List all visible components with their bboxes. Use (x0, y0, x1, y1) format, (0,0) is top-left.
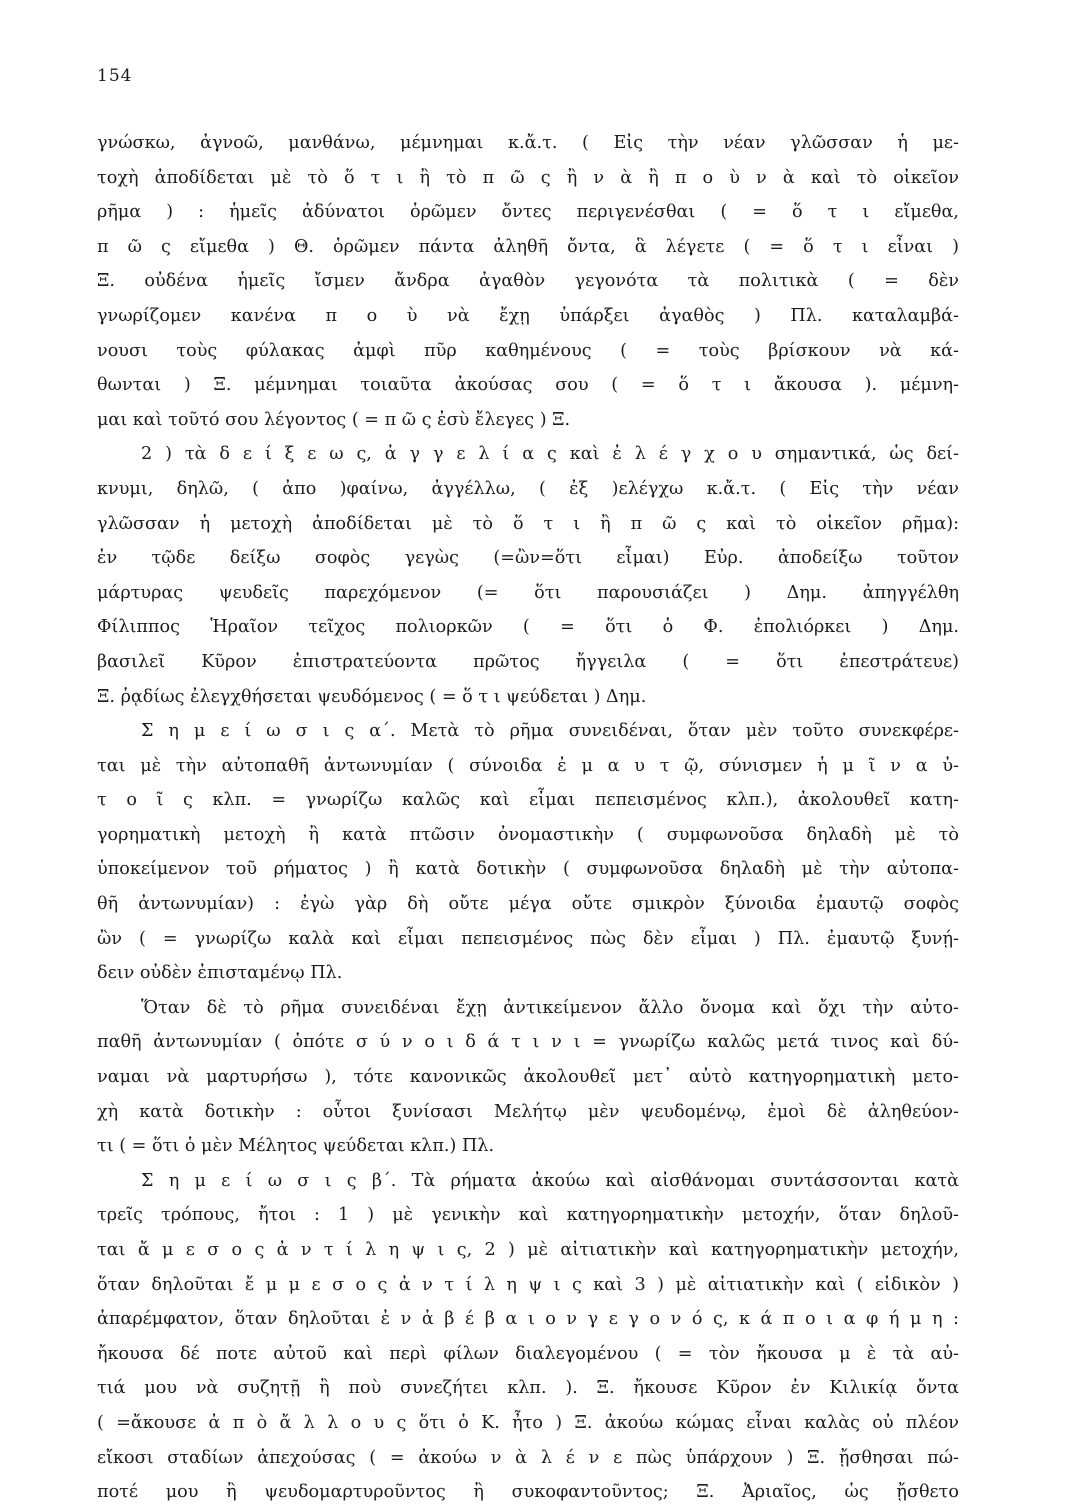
text-line: ( =ἄκουσε ἀ π ὸ ἄ λ λ ο υ ς ὅτι ὁ Κ. ἦτο ) Ξ. ἀκούω κώμας εἶναι καλὰς οὐ πλέον (97, 1412, 959, 1433)
text-line: π ῶ ς εἴμεθα ) Θ. ὁρῶμεν πάντα ἀληθῆ ὄντα, ἃ λέγετε ( = ὅ τ ι εἶναι ) (97, 236, 959, 257)
text-line: ἤκουσα δέ ποτε αὐτοῦ καὶ περὶ φίλων διαλεγομένου ( = τὸν ἤκουσα μ ὲ τὰ αὐ- (97, 1343, 959, 1364)
text-line: 2 ) τὰ δ ε ί ξ ε ω ς, ἀ γ γ ε λ ί α ς καὶ ἐ λ έ γ χ ο υ σημαντικά, ὡς δεί- (141, 444, 959, 465)
text-line: τοχὴ ἀποδίδεται μὲ τὸ ὅ τ ι ἢ τὸ π ῶ ς ἢ ν ὰ ἢ π ο ὺ ν ὰ καὶ τὸ οἰκεῖον (97, 167, 959, 188)
text-line: θῆ ἀντωνυμίαν) : ἐγὼ γὰρ δὴ οὔτε μέγα οὔτε σμικρὸν ξύνοιδα ἐμαυτῷ σοφὸς (97, 894, 959, 915)
body-text (97, 126, 959, 1510)
text-line: Σ η μ ε ί ω σ ι ς β΄. Τὰ ρήματα ἀκούω καὶ αἰσθάνομαι συντάσσονται κατὰ (141, 1170, 959, 1191)
text-line: Ξ. ῥᾳδίως ἐλεγχθήσεται ψευδόμενος ( = ὅ τ ι ψεύδεται ) Δημ. (97, 686, 647, 707)
text-line: ἐν τῷδε δείξω σοφὸς γεγὼς (=ὢν=ὅτι εἶμαι) Εὐρ. ἀποδείξω τοῦτον (97, 548, 959, 569)
text-line: νουσι τοὺς φύλακας ἀμφὶ πῦρ καθημένους ( = τοὺς βρίσκουν νὰ κά- (97, 340, 959, 361)
text-line: παθῆ ἀντωνυμίαν ( ὁπότε σ ύ ν ο ι δ ά τ ι ν ι = γνωρίζω καλῶς μετά τινος καὶ δύ- (97, 1032, 959, 1053)
text-line: Φίλιππος Ἡραῖον τεῖχος πολιορκῶν ( = ὅτι ὁ Φ. ἐπολιόρκει ) Δημ. (97, 617, 959, 638)
text-line: γορηματικὴ μετοχὴ ἢ κατὰ πτῶσιν ὀνομαστικὴν ( συμφωνοῦσα δηλαδὴ μὲ τὸ (97, 824, 959, 845)
text-line: εἴκοσι σταδίων ἀπεχούσας ( = ἀκούω ν ὰ λ έ ν ε πὼς ὑπάρχουν ) Ξ. ᾔσθησαι πώ- (97, 1447, 959, 1468)
text-line: τι ( = ὅτι ὁ μὲν Μέλητος ψεύδεται κλπ.) Πλ. (97, 1136, 495, 1157)
text-line: μάρτυρας ψευδεῖς παρεχόμενον (= ὅτι παρουσιάζει ) Δημ. ἀπηγγέλθη (97, 582, 959, 603)
text-line: ται ἄ μ ε σ ο ς ἀ ν τ ί λ η ψ ι ς, 2 ) μὲ αἰτιατικὴν καὶ κατηγορηματικὴν μετοχήν, (97, 1240, 959, 1260)
text-line: ὅταν δηλοῦται ἔ μ μ ε σ ο ς ἀ ν τ ί λ η ψ ι ς καὶ 3 ) μὲ αἰτιατικὴν καὶ ( εἰδικὸν ) (97, 1274, 959, 1295)
text-line: ὑποκείμενον τοῦ ρήματος ) ἢ κατὰ δοτικὴν ( συμφωνοῦσα δηλαδὴ μὲ τὴν αὐτοπα- (97, 859, 959, 880)
text-line: γνωρίζομεν κανένα π ο ὺ νὰ ἔχῃ ὑπάρξει ἀγαθὸς ) Πλ. καταλαμβά- (97, 305, 959, 326)
page-number: 154 (97, 66, 133, 86)
text-line: Ξ. οὐδένα ἡμεῖς ἴσμεν ἄνδρα ἀγαθὸν γεγονότα τὰ πολιτικὰ ( = δὲν (97, 271, 959, 292)
text-line: θωνται ) Ξ. μέμνημαι τοιαῦτα ἀκούσας σου ( = ὅ τ ι ἄκουσα ). μέμνη- (97, 375, 959, 396)
text-line: τρεῖς τρόπους, ἤτοι : 1 ) μὲ γενικὴν καὶ κατηγορηματικὴν μετοχήν, ὅταν δηλοῦ- (97, 1205, 959, 1226)
text-line: ὢν ( = γνωρίζω καλὰ καὶ εἶμαι πεπεισμένος πὼς δὲν εἶμαι ) Πλ. ἐμαυτῷ ξυνῄ- (97, 928, 959, 949)
text-line: βασιλεῖ Κῦρον ἐπιστρατεύοντα πρῶτος ἤγγειλα ( = ὅτι ἐπεστράτευε) (97, 651, 959, 672)
text-line: γνώσκω, ἀγνοῶ, μανθάνω, μέμνημαι κ.ἄ.τ. ( Εἰς τὴν νέαν γλῶσσαν ἡ με- (97, 133, 959, 153)
text-line: κνυμι, δηλῶ, ( ἀπο )φαίνω, ἀγγέλλω, ( ἐξ )ελέγχω κ.ἄ.τ. ( Εἰς τὴν νέαν (97, 478, 959, 499)
text-line: ποτέ μου ἢ ψευδομαρτυροῦντος ἢ συκοφαντοῦντος; Ξ. Ἀριαῖος, ὡς ᾔσθετο (97, 1482, 959, 1503)
text-line: ναμαι νὰ μαρτυρήσω ), τότε κανονικῶς ἀκολουθεῖ μετ᾽ αὐτὸ κατηγορηματικὴ μετο- (97, 1067, 959, 1088)
text-line: ρῆμα ) : ἡμεῖς ἀδύνατοι ὁρῶμεν ὄντες περιγενέσθαι ( = ὅ τ ι εἴμεθα, (97, 202, 959, 223)
text-line: Ὅταν δὲ τὸ ρῆμα συνειδέναι ἔχῃ ἀντικείμενον ἄλλο ὄνομα καὶ ὄχι τὴν αὐτο- (141, 997, 959, 1018)
text-line: μαι καὶ τοῦτό σου λέγοντος ( = π ῶ ς ἐσὺ ἔλεγες ) Ξ. (97, 409, 571, 430)
text-line: χὴ κατὰ δοτικὴν : οὗτοι ξυνίσασι Μελήτῳ μὲν ψευδομένῳ, ἐμοὶ δὲ ἀληθεύον- (97, 1101, 959, 1122)
text-line: ται μὲ τὴν αὐτοπαθῆ ἀντωνυμίαν ( σύνοιδα ἐ μ α υ τ ῷ, σύνισμεν ἡ μ ῖ ν α ὐ- (97, 755, 959, 776)
text-line: τιά μου νὰ συζητῇ ἢ ποὺ συνεζήτει κλπ. ). Ξ. ἤκουσε Κῦρον ἐν Κιλικίᾳ ὄντα (97, 1378, 959, 1399)
text-line: γλῶσσαν ἡ μετοχὴ ἀποδίδεται μὲ τὸ ὅ τ ι ἢ π ῶ ς καὶ τὸ οἰκεῖον ρῆμα): (97, 513, 959, 534)
text-line: τ ο ῖ ς κλπ. = γνωρίζω καλῶς καὶ εἶμαι πεπεισμένος κλπ.), ἀκολουθεῖ κατη- (97, 790, 959, 811)
text-line: ἀπαρέμφατον, ὅταν δηλοῦται ἐ ν ἀ β έ β α ι ο ν γ ε γ ο ν ό ς, κ ά π ο ι α φ ή μ η : (97, 1309, 959, 1330)
text-line: δειν οὐδὲν ἐπισταμένῳ Πλ. (97, 963, 343, 984)
text-line: Σ η μ ε ί ω σ ι ς α΄. Μετὰ τὸ ρῆμα συνειδέναι, ὅταν μὲν τοῦτο συνεκφέρε- (141, 721, 959, 742)
